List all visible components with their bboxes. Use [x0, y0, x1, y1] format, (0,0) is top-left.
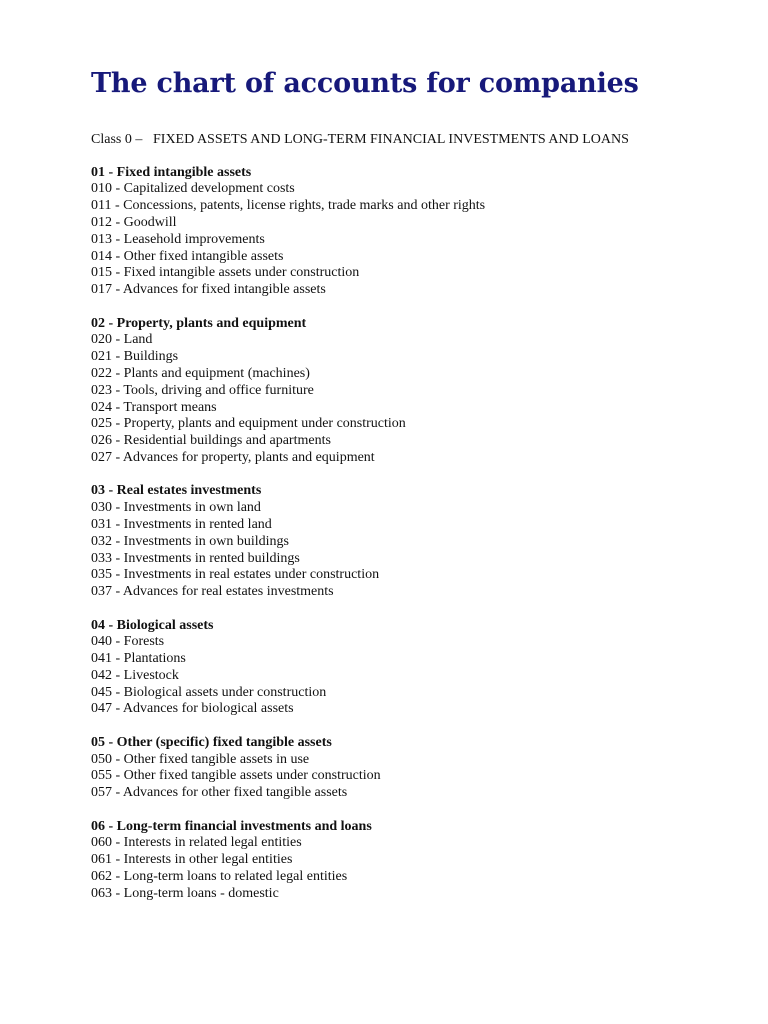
- account-item: 010 - Capitalized development costs: [91, 181, 295, 197]
- group-heading: 03 - Real estates investments: [91, 483, 262, 499]
- account-item: 022 - Plants and equipment (machines): [91, 365, 310, 381]
- account-item: 033 - Investments in rented buildings: [91, 550, 300, 566]
- account-item: 041 - Plantations: [91, 651, 186, 667]
- account-group: [91, 165, 691, 299]
- group-heading: 05 - Other (specific) fixed tangible assets: [91, 734, 332, 750]
- account-item: 025 - Property, plants and equipment under construction: [91, 416, 406, 432]
- account-list: [91, 500, 691, 601]
- account-item: 013 - Leasehold improvements: [91, 231, 265, 247]
- account-item: 012 - Goodwill: [91, 214, 177, 230]
- document-title: The chart of accounts for companies: [91, 68, 639, 99]
- account-list: [91, 752, 691, 802]
- account-item: 057 - Advances for other fixed tangible assets: [91, 785, 348, 801]
- account-group: [91, 735, 691, 802]
- account-item: 027 - Advances for property, plants and equipment: [91, 449, 375, 465]
- account-list: [91, 634, 691, 718]
- account-item: 030 - Investments in own land: [91, 500, 261, 516]
- account-item: 050 - Other fixed tangible assets in use: [91, 751, 310, 767]
- class-label: Class 0 –: [91, 132, 143, 147]
- document-page: [91, 64, 691, 919]
- account-item: 017 - Advances for fixed intangible assets: [91, 282, 326, 298]
- class-heading: [91, 132, 691, 149]
- account-item: 026 - Residential buildings and apartments: [91, 433, 331, 449]
- account-group: [91, 618, 691, 719]
- account-item: 035 - Investments in real estates under construction: [91, 567, 380, 583]
- account-item: 023 - Tools, driving and office furniture: [91, 382, 314, 398]
- account-item: 032 - Investments in own buildings: [91, 533, 289, 549]
- group-heading: 01 - Fixed intangible assets: [91, 164, 252, 180]
- account-list: [91, 181, 691, 299]
- account-item: 020 - Land: [91, 332, 153, 348]
- account-groups: [91, 165, 691, 903]
- account-item: 062 - Long-term loans to related legal entities: [91, 869, 348, 885]
- group-heading: 06 - Long-term financial investments and loans: [91, 818, 372, 834]
- account-item: 015 - Fixed intangible assets under construction: [91, 265, 360, 281]
- account-list: [91, 332, 691, 466]
- account-item: 047 - Advances for biological assets: [91, 701, 294, 717]
- class-title: FIXED ASSETS AND LONG-TERM FINANCIAL INVESTMENTS AND LOANS: [153, 132, 629, 147]
- account-item: 014 - Other fixed intangible assets: [91, 248, 284, 264]
- group-heading: 02 - Property, plants and equipment: [91, 315, 307, 331]
- account-group: [91, 316, 691, 467]
- account-item: 061 - Interests in other legal entities: [91, 852, 293, 868]
- account-item: 042 - Livestock: [91, 667, 179, 683]
- group-heading: 04 - Biological assets: [91, 617, 214, 633]
- account-item: 024 - Transport means: [91, 399, 217, 415]
- account-item: 060 - Interests in related legal entities: [91, 835, 302, 851]
- account-group: [91, 483, 691, 601]
- account-item: 021 - Buildings: [91, 349, 179, 365]
- account-list: [91, 835, 691, 902]
- account-item: 031 - Investments in rented land: [91, 516, 272, 532]
- account-item: 037 - Advances for real estates investments: [91, 584, 334, 600]
- account-item: 045 - Biological assets under construction: [91, 684, 327, 700]
- account-item: 011 - Concessions, patents, license rights, trade marks and other rights: [91, 198, 486, 214]
- account-item: 063 - Long-term loans - domestic: [91, 885, 279, 901]
- account-group: [91, 819, 691, 903]
- account-item: 055 - Other fixed tangible assets under construction: [91, 768, 381, 784]
- account-item: 040 - Forests: [91, 634, 165, 650]
